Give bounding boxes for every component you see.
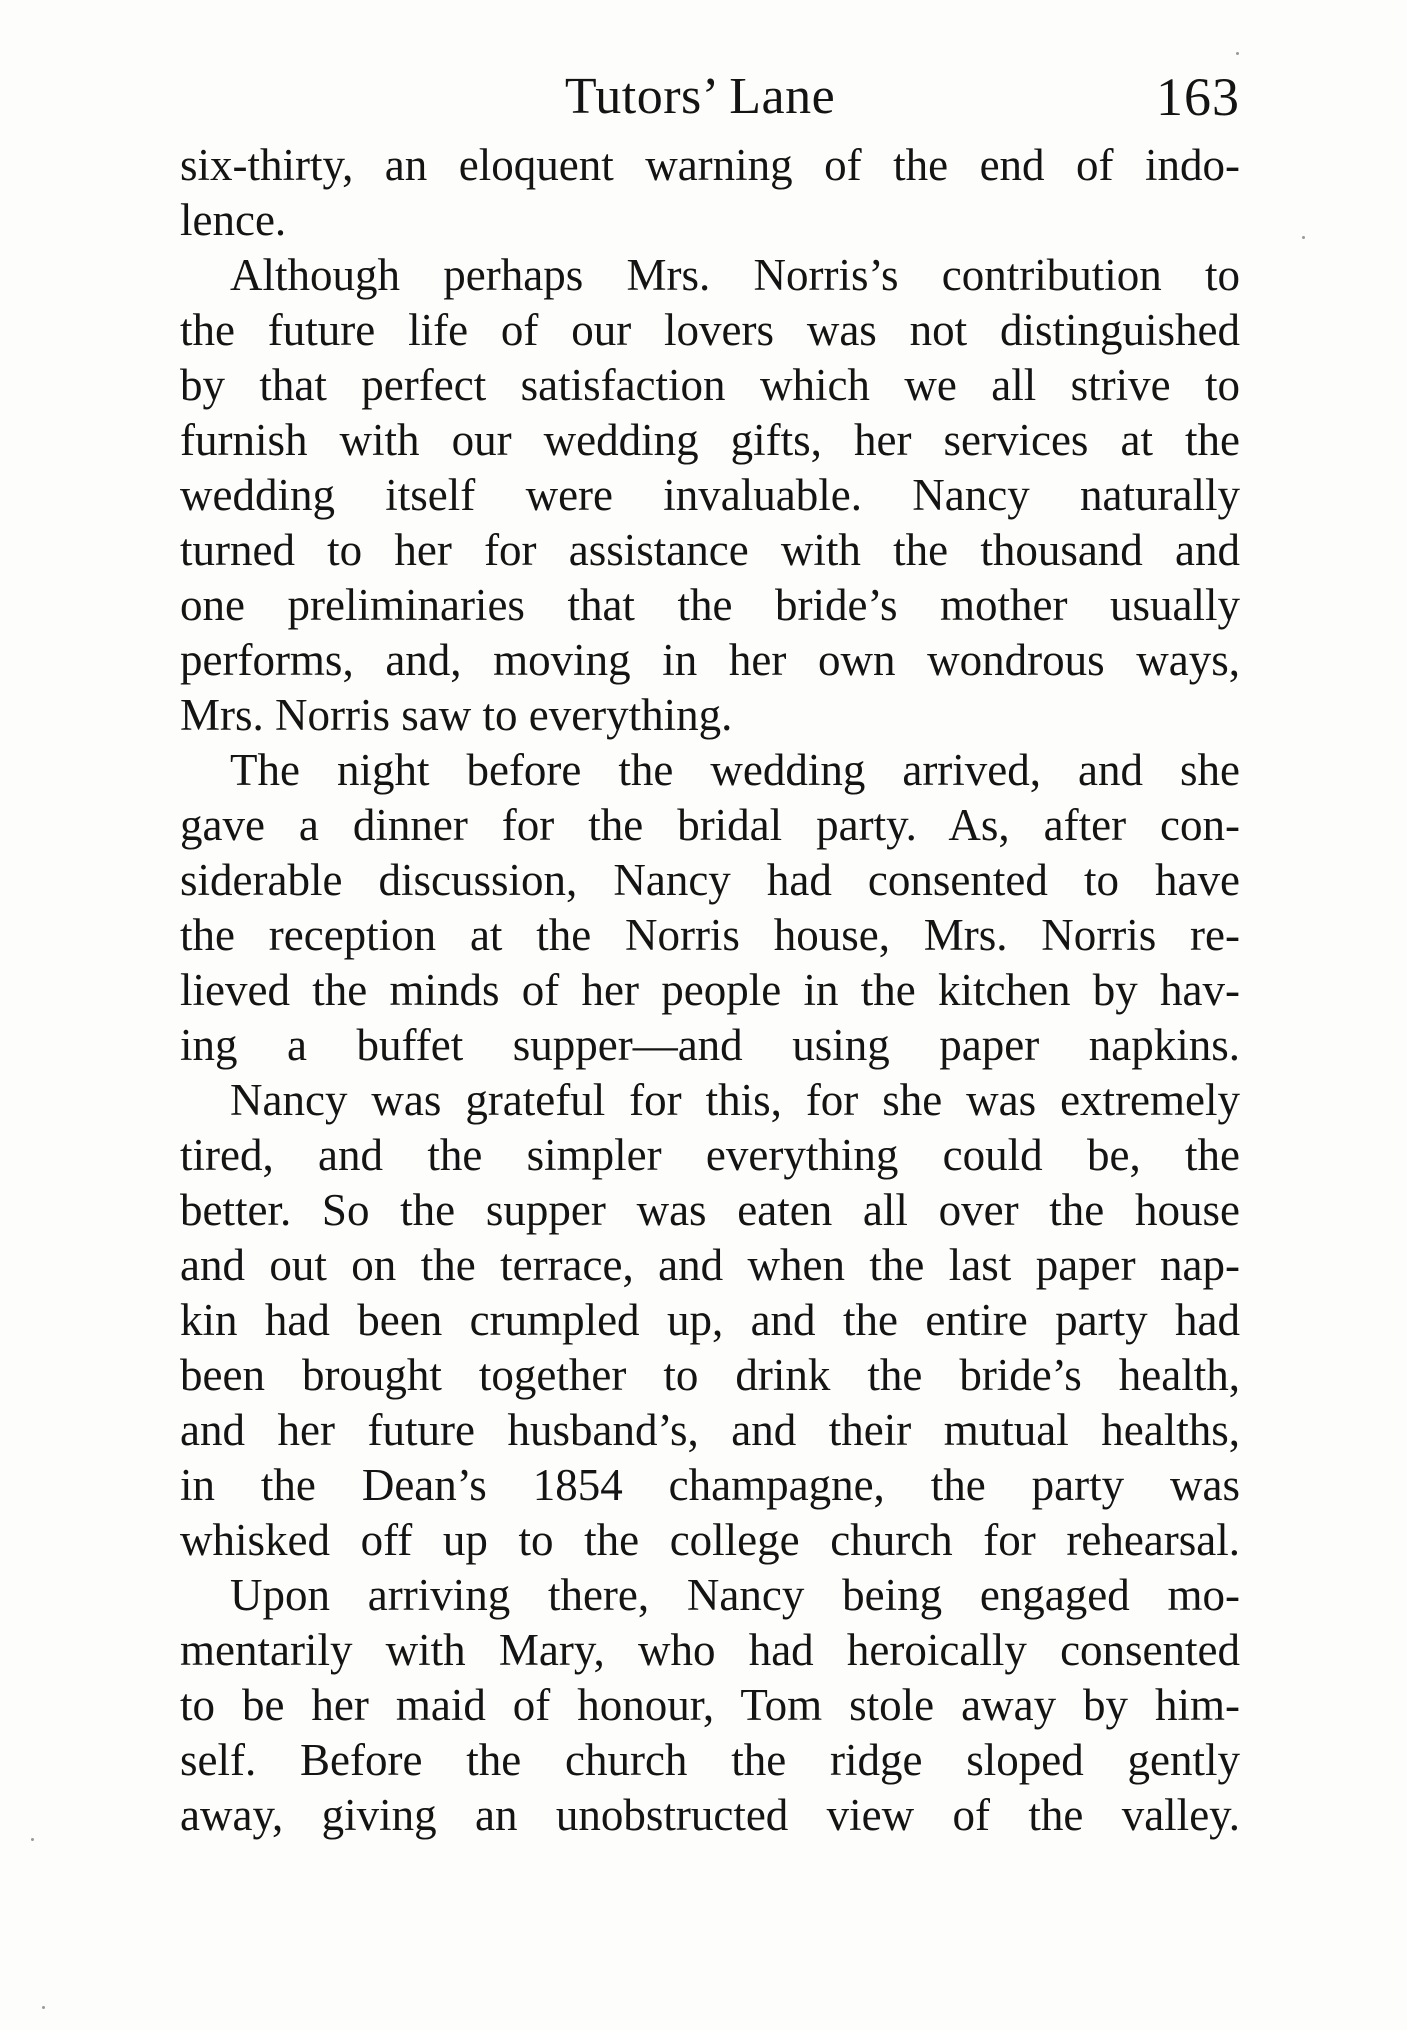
paragraph [180,1073,1240,1568]
text-line: lieved the minds of her people in the kitchen by hav- [180,965,1240,1015]
paragraph [180,1568,1240,1843]
text-line: whisked off up to the college church for rehearsal. [180,1515,1240,1565]
page-number: 163 [1156,67,1240,127]
text-line: by that perfect satisfaction which we all strive to [180,360,1240,410]
text-line: performs, and, moving in her own wondrous ways, [180,635,1240,685]
text-line: lence. [180,195,287,245]
text-line: furnish with our wedding gifts, her services at the [180,415,1240,465]
running-title: Tutors’ Lane [564,68,836,125]
text-line: Upon arriving there, Nancy being engaged mo- [230,1570,1240,1620]
paper-speck [1236,52,1239,55]
text-line: Nancy was grateful for this, for she was extremely [230,1075,1240,1125]
text-line: been brought together to drink the bride’s health, [180,1350,1240,1400]
text-line: the reception at the Norris house, Mrs. Norris re- [180,910,1240,960]
text-line: one preliminaries that the bride’s mother usually [180,580,1240,630]
page-header [180,62,1240,132]
text-line: mentarily with Mary, who had heroically consented [180,1625,1240,1675]
text-line: Although perhaps Mrs. Norris’s contribution to [230,250,1240,300]
paper-speck [31,1838,34,1841]
text-line: Mrs. Norris saw to everything. [180,690,733,740]
text-line: self. Before the church the ridge sloped gently [180,1735,1240,1785]
text-line: six-thirty, an eloquent warning of the end of indo- [180,140,1240,190]
body-text [180,138,1240,1843]
paragraph-continued [180,138,1240,248]
paper-speck [1302,236,1305,239]
text-line: ing a buffet supper—and using paper napkins. [180,1020,1240,1070]
text-line: wedding itself were invaluable. Nancy naturally [180,470,1240,520]
text-line: in the Dean’s 1854 champagne, the party was [180,1460,1240,1510]
paragraph [180,248,1240,743]
text-line: better. So the supper was eaten all over the house [180,1185,1240,1235]
paper-speck [42,2006,45,2009]
text-line: and her future husband’s, and their mutual healths, [180,1405,1240,1455]
text-line: the future life of our lovers was not distinguished [180,305,1240,355]
paragraph [180,743,1240,1073]
text-line: The night before the wedding arrived, and she [230,745,1240,795]
text-line: kin had been crumpled up, and the entire party had [180,1295,1240,1345]
text-line: away, giving an unobstructed view of the valley. [180,1790,1240,1840]
text-line: and out on the terrace, and when the last paper nap- [180,1240,1240,1290]
text-line: siderable discussion, Nancy had consented to have [180,855,1240,905]
text-line: turned to her for assistance with the thousand and [180,525,1240,575]
text-line: tired, and the simpler everything could be, the [180,1130,1240,1180]
text-line: to be her maid of honour, Tom stole away by him- [180,1680,1240,1730]
text-line: gave a dinner for the bridal party. As, after con- [180,800,1240,850]
